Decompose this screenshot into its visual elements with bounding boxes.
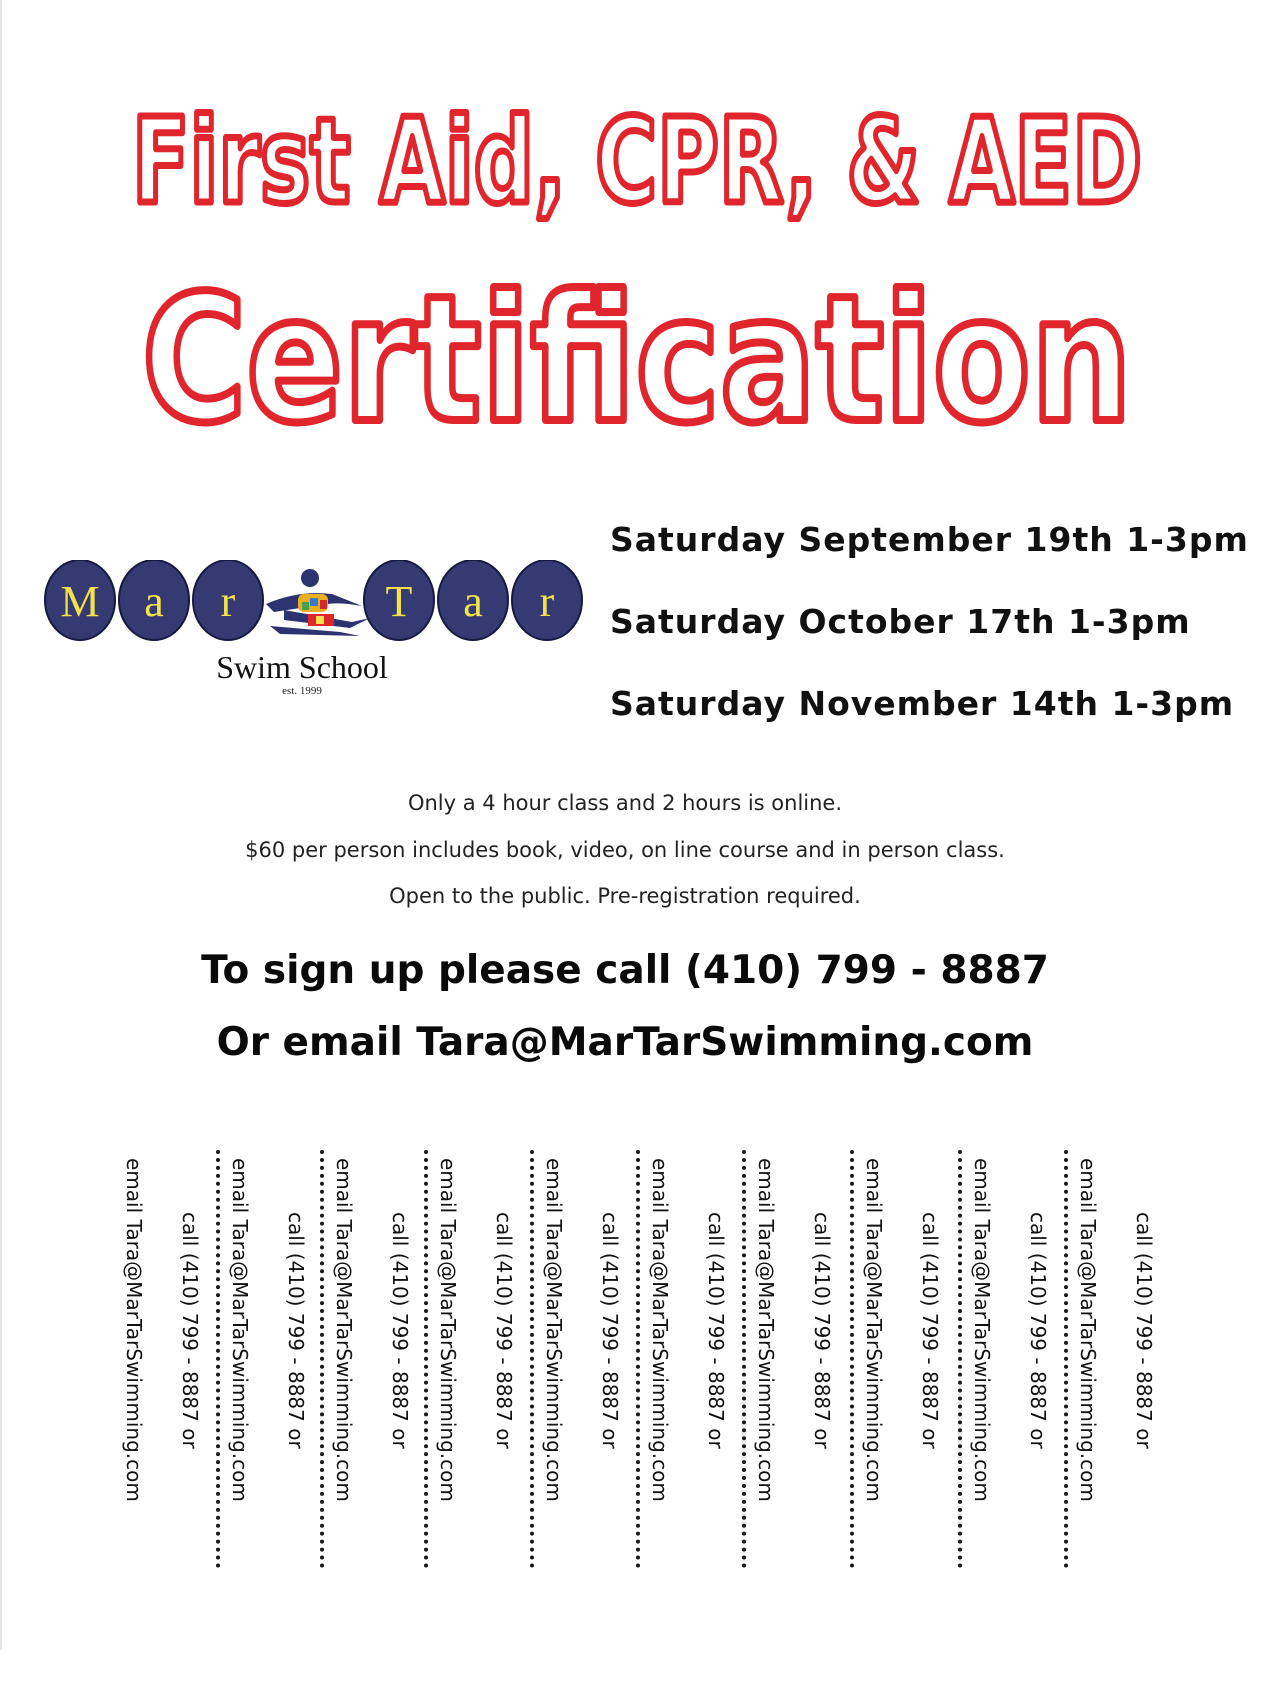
tear-off-email: email Tara@MarTarSwimming.com bbox=[970, 1158, 994, 1502]
logo-letter: M bbox=[60, 577, 100, 626]
tear-off-phone: call (410) 799 - 8887 or bbox=[1026, 1212, 1050, 1449]
flyer-title bbox=[0, 0, 1275, 470]
info-class-length: Only a 4 hour class and 2 hours is online. bbox=[407, 791, 843, 815]
tear-divider bbox=[424, 1150, 428, 1568]
date-line: Saturday September 19th 1-3pm bbox=[610, 520, 1249, 559]
tear-off-email: email Tara@MarTarSwimming.com bbox=[648, 1158, 672, 1502]
tear-off-phone: call (410) 799 - 8887 or bbox=[178, 1212, 202, 1449]
tear-off-email: email Tara@MarTarSwimming.com bbox=[862, 1158, 886, 1502]
tear-off-strip[interactable] bbox=[638, 1150, 748, 1630]
tear-off-email: email Tara@MarTarSwimming.com bbox=[754, 1158, 778, 1502]
cta-email: Or email Tara@MarTarSwimming.com bbox=[216, 1020, 1034, 1065]
tear-off-phone: call (410) 799 - 8887 or bbox=[598, 1212, 622, 1449]
tear-divider bbox=[1064, 1150, 1068, 1568]
tear-off-strip[interactable] bbox=[744, 1150, 854, 1630]
swimmer-icon bbox=[266, 569, 370, 636]
tear-off-email: email Tara@MarTarSwimming.com bbox=[542, 1158, 566, 1502]
title-line-1: First Aid, CPR, & AED bbox=[132, 92, 1142, 230]
logo-letter: r bbox=[220, 577, 236, 626]
tear-off-email: email Tara@MarTarSwimming.com bbox=[436, 1158, 460, 1502]
date-line: Saturday October 17th 1-3pm bbox=[610, 602, 1191, 641]
tear-off-strip[interactable] bbox=[322, 1150, 432, 1630]
tear-divider bbox=[320, 1150, 324, 1568]
tear-off-phone: call (410) 799 - 8887 or bbox=[492, 1212, 516, 1449]
title-line-2: Certification bbox=[142, 259, 1132, 462]
logo-school-name: Swim School bbox=[216, 649, 388, 685]
tear-divider bbox=[530, 1150, 534, 1568]
info-price: $60 per person includes book, video, on line course and in person class. bbox=[245, 838, 1005, 862]
tear-off-strip[interactable] bbox=[218, 1150, 328, 1630]
tear-divider bbox=[216, 1150, 220, 1568]
tear-off-strip[interactable] bbox=[852, 1150, 962, 1630]
tear-divider bbox=[850, 1150, 854, 1568]
date-line: Saturday November 14th 1-3pm bbox=[610, 684, 1235, 723]
tear-divider bbox=[636, 1150, 640, 1568]
tear-off-phone: call (410) 799 - 8887 or bbox=[810, 1212, 834, 1449]
logo-letter: a bbox=[144, 577, 164, 626]
tear-off-email: email Tara@MarTarSwimming.com bbox=[122, 1158, 146, 1502]
tear-off-strip[interactable] bbox=[112, 1150, 222, 1630]
tear-off-email: email Tara@MarTarSwimming.com bbox=[228, 1158, 252, 1502]
tear-divider bbox=[742, 1150, 746, 1568]
tear-off-phone: call (410) 799 - 8887 or bbox=[388, 1212, 412, 1449]
tear-off-strip[interactable] bbox=[1066, 1150, 1176, 1630]
tear-off-strip[interactable] bbox=[960, 1150, 1070, 1630]
cta-phone: To sign up please call (410) 799 - 8887 bbox=[201, 948, 1049, 993]
tear-off-email: email Tara@MarTarSwimming.com bbox=[332, 1158, 356, 1502]
logo-letter: T bbox=[385, 577, 413, 626]
tear-off-phone: call (410) 799 - 8887 or bbox=[1132, 1212, 1156, 1449]
logo-established: est. 1999 bbox=[282, 685, 322, 697]
logo-letter: a bbox=[463, 577, 483, 626]
martar-swim-school-logo bbox=[40, 560, 600, 730]
tear-off-phone: call (410) 799 - 8887 or bbox=[284, 1212, 308, 1449]
tear-off-strip[interactable] bbox=[426, 1150, 536, 1630]
logo-letter: r bbox=[539, 577, 555, 626]
tear-off-phone: call (410) 799 - 8887 or bbox=[918, 1212, 942, 1449]
info-registration: Open to the public. Pre-registration required. bbox=[389, 884, 861, 908]
tear-off-phone: call (410) 799 - 8887 or bbox=[704, 1212, 728, 1449]
tear-off-strip[interactable] bbox=[532, 1150, 642, 1630]
tear-off-email: email Tara@MarTarSwimming.com bbox=[1076, 1158, 1100, 1502]
tear-divider bbox=[958, 1150, 962, 1568]
